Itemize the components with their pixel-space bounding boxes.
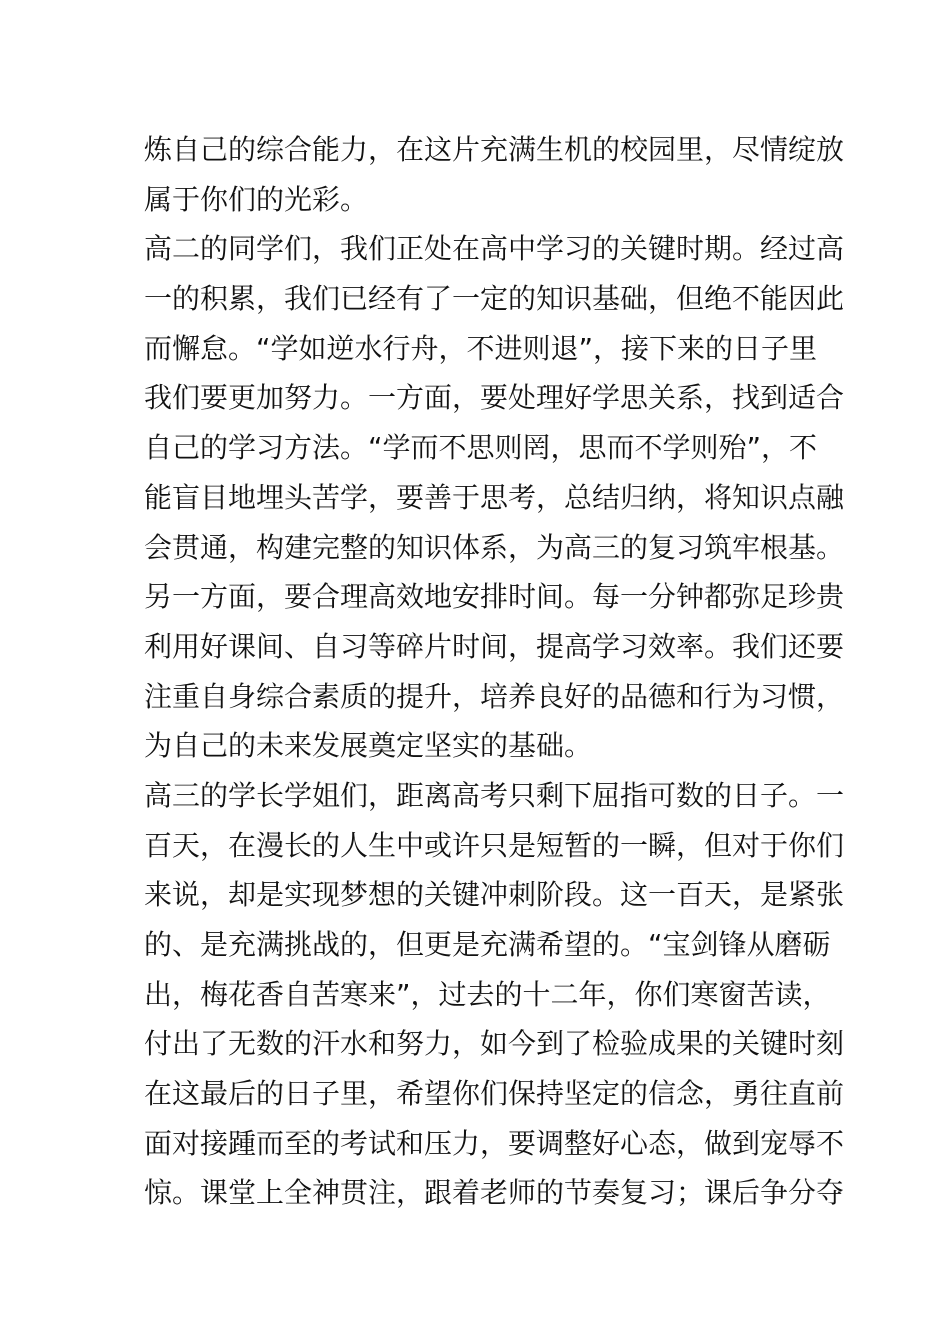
- text-line: 会贯通，构建完整的知识体系，为高三的复习筑牢根基。: [144, 530, 845, 564]
- text-line: 而懈怠。“学如逆水行舟，不进则退”，接下来的日子里: [144, 331, 818, 365]
- text-line: 惊。课堂上全神贯注，跟着老师的节奏复习；课后争分夺: [144, 1176, 845, 1210]
- text-line: 为自己的未来发展奠定坚实的基础。: [144, 729, 593, 763]
- text-line: 面对接踵而至的考试和压力，要调整好心态，做到宠辱不: [144, 1126, 845, 1160]
- text-line: 高三的学长学姐们，距离高考只剩下屈指可数的日子。一: [144, 778, 845, 812]
- body-text: [144, 125, 845, 1218]
- text-line: 属于你们的光彩。: [144, 182, 369, 216]
- text-line: 自己的学习方法。“学而不思则罔，思而不学则殆”，不: [144, 431, 818, 465]
- text-line: 出，梅花香自苦寒来”，过去的十二年，你们寒窗苦读，: [144, 977, 831, 1011]
- text-line: 百天，在漫长的人生中或许只是短暂的一瞬，但对于你们: [144, 828, 845, 862]
- text-line: 在这最后的日子里，希望你们保持坚定的信念，勇往直前: [144, 1077, 845, 1111]
- text-line: 来说，却是实现梦想的关键冲刺阶段。这一百天，是紧张: [144, 878, 845, 912]
- text-line: 炼自己的综合能力，在这片充满生机的校园里，尽情绽放: [144, 133, 845, 166]
- text-line: 能盲目地埋头苦学，要善于思考，总结归纳，将知识点融: [144, 480, 845, 514]
- text-line: 付出了无数的汗水和努力，如今到了检验成果的关键时刻: [144, 1027, 845, 1061]
- text-line: 一的积累，我们已经有了一定的知识基础，但绝不能因此: [144, 282, 845, 316]
- text-line: 注重自身综合素质的提升，培养良好的品德和行为习惯，: [144, 679, 845, 713]
- text-line: 利用好课间、自习等碎片时间，提高学习效率。我们还要: [144, 629, 845, 663]
- text-line: 另一方面，要合理高效地安排时间。每一分钟都弥足珍贵: [144, 580, 845, 614]
- text-line: 高二的同学们，我们正处在高中学习的关键时期。经过高: [144, 232, 845, 266]
- text-line: 的、是充满挑战的，但更是充满希望的。“宝剑锋从磨砺: [144, 928, 831, 961]
- text-line: 我们要更加努力。一方面，要处理好学思关系，找到适合: [144, 381, 845, 415]
